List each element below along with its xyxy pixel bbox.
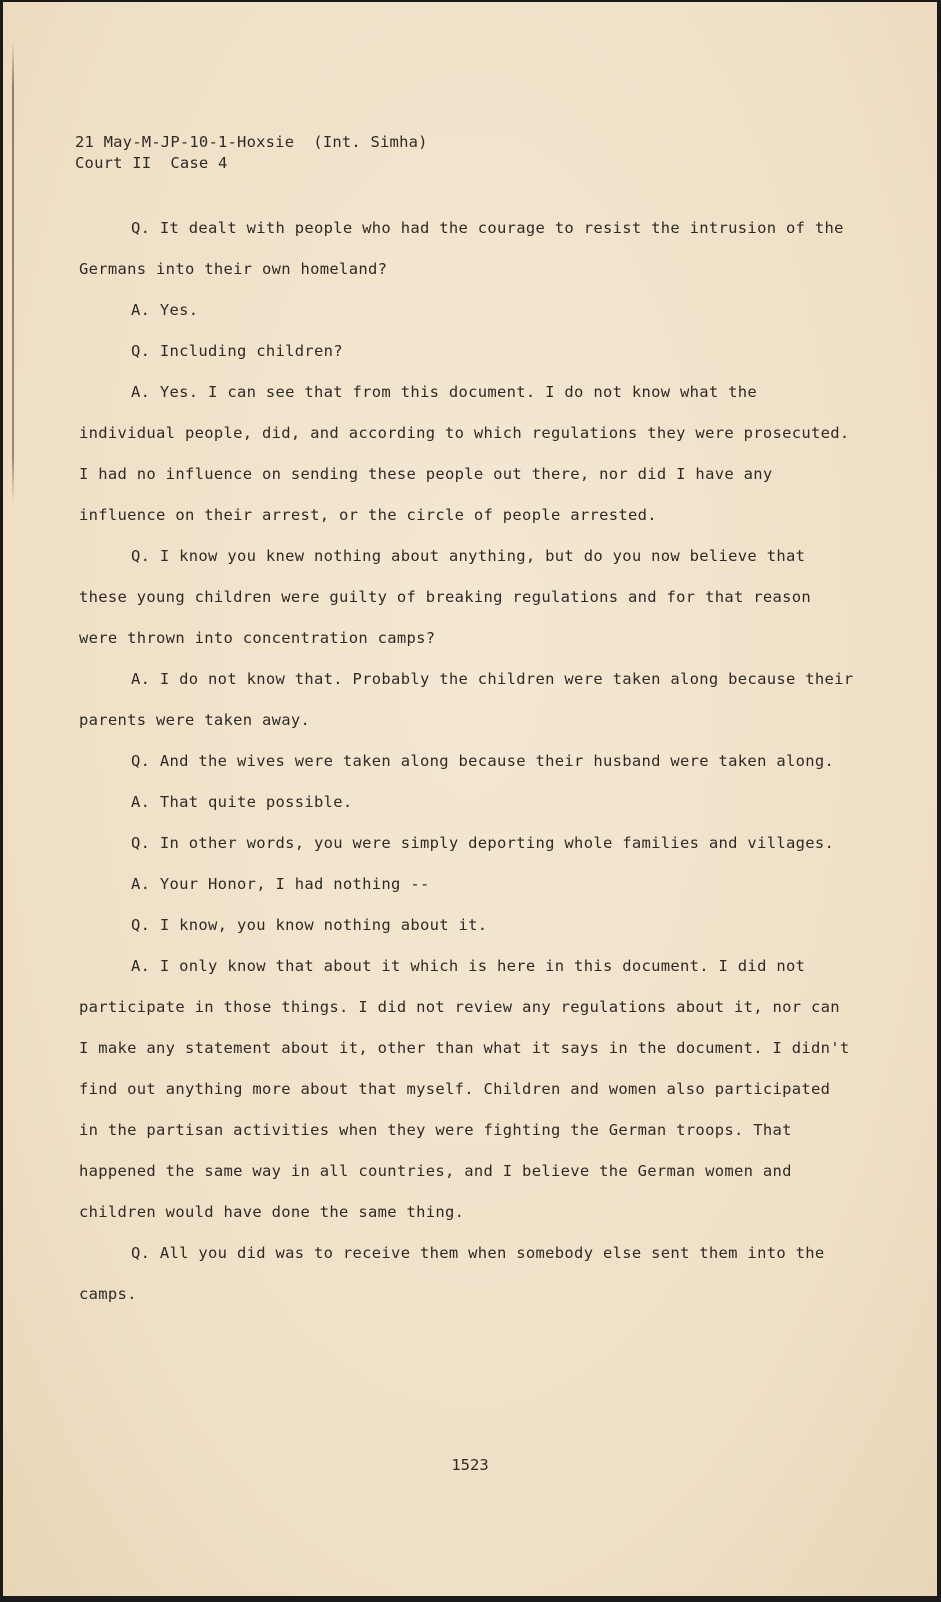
header-line-1: 21 May-M-JP-10-1-Hoxsie (Int. Simha) bbox=[75, 133, 428, 151]
document-page bbox=[3, 2, 937, 1596]
transcript-body bbox=[79, 208, 859, 1315]
paragraph: Q. Including children? bbox=[131, 342, 343, 360]
paragraph: A. Your Honor, I had nothing -- bbox=[131, 875, 430, 893]
paragraph: A. That quite possible. bbox=[131, 793, 353, 811]
paragraph: Q. It dealt with people who had the courage to resist the intrusion of the Germans into their own homeland? bbox=[79, 219, 844, 278]
page-number: 1523 bbox=[451, 1456, 489, 1474]
paragraph: A. Yes. bbox=[131, 301, 199, 319]
paragraph: Q. I know, you know nothing about it. bbox=[131, 916, 488, 934]
header-line-2: Court II Case 4 bbox=[75, 154, 228, 172]
paragraph: Q. I know you knew nothing about anything, but do you now believe that these young children were guilty of breaking regulations and for that reason were thrown into concentration camps? bbox=[79, 547, 812, 647]
paragraph: A. I only know that about it which is here in this document. I did not participate in those things. I did not review any regulations about it, nor can I make any statement about it, other than what it says in the document. I didn't find out anything more about that myself. Children and women also participated in the partisan activities when they were fighting the German troops. That happened the same way in all countries, and I believe the German women and children would have done the same thing. bbox=[79, 957, 850, 1221]
paragraph: Q. In other words, you were simply deporting whole families and villages. bbox=[131, 834, 835, 852]
document-header bbox=[75, 132, 428, 174]
paragraph: A. Yes. I can see that from this document. I do not know what the individual people, did, and according to which regulations they were prosecuted. I had no influence on sending these people out there, nor did I have any influence on their arrest, or the circle of people arrested. bbox=[79, 383, 850, 524]
paragraph: A. I do not know that. Probably the children were taken along because their parents were taken away. bbox=[79, 670, 854, 729]
paragraph: Q. And the wives were taken along because their husband were taken along. bbox=[131, 752, 835, 770]
binding-edge bbox=[12, 42, 14, 502]
paragraph: Q. All you did was to receive them when somebody else sent them into the camps. bbox=[79, 1244, 825, 1303]
